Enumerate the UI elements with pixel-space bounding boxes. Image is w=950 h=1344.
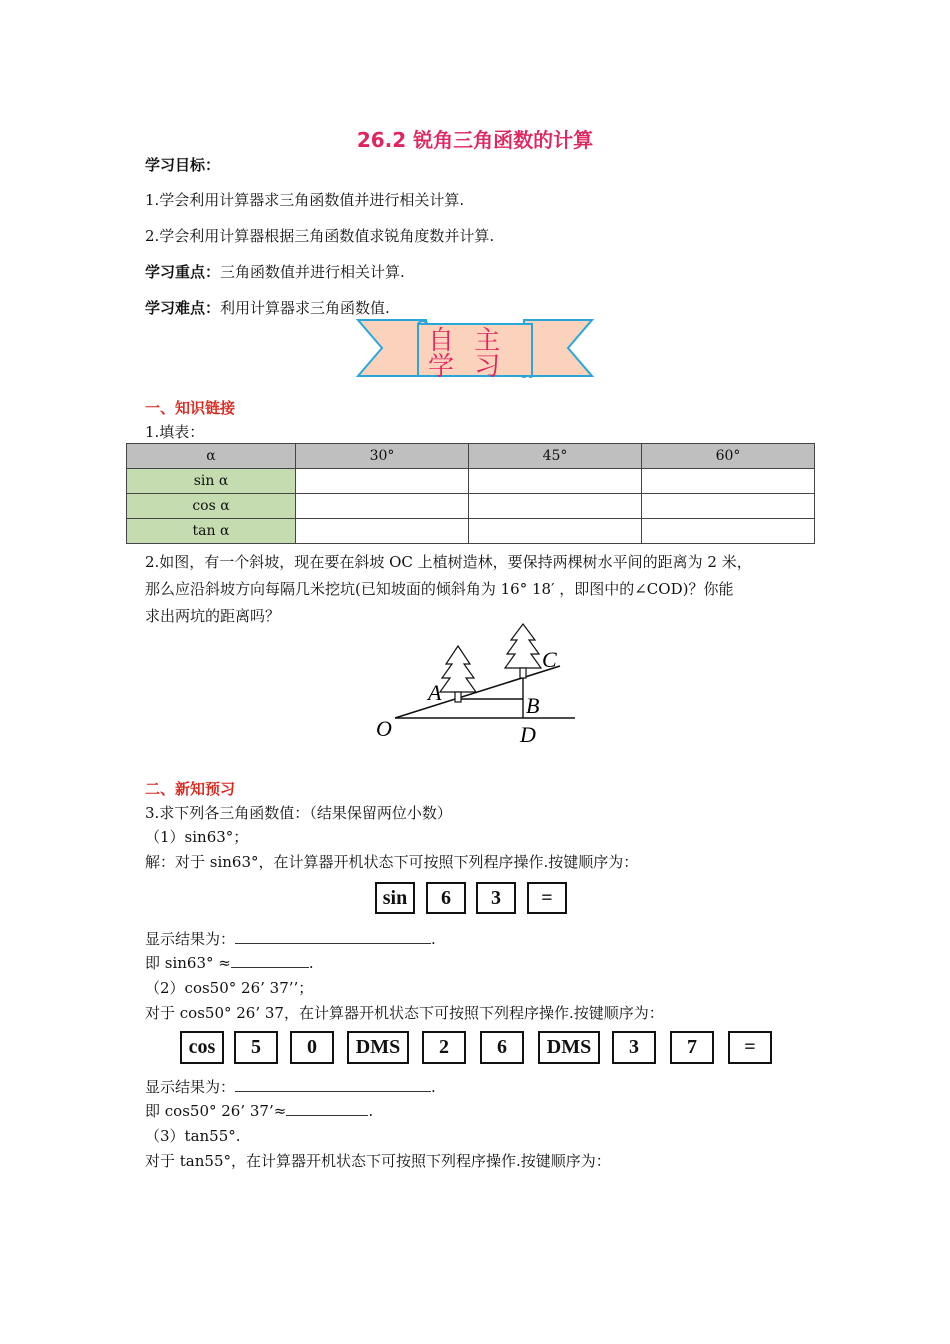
table-cell	[642, 494, 815, 519]
table-row-label: sin α	[127, 469, 296, 494]
answer-blank	[235, 1091, 431, 1092]
table-cell	[469, 469, 642, 494]
label-o: O	[376, 716, 392, 741]
question-2-line2: 那么应沿斜坡方向每隔几米挖坑(已知坡面的倾斜角为 16° 18′ ，即图中的∠COD)？你能	[145, 580, 734, 598]
label-d: D	[520, 722, 536, 747]
table-header-cell: 60°	[642, 444, 815, 469]
answer-blank	[286, 1115, 368, 1116]
table-header-cell: 30°	[296, 444, 469, 469]
question-2-line3: 求出两坑的距离吗？	[145, 607, 281, 625]
key-cos: cos	[180, 1031, 224, 1064]
key-point-text: 三角函数值并进行相关计算.	[220, 263, 405, 281]
table-row-label: cos α	[127, 494, 296, 519]
label-c: C	[542, 647, 557, 672]
approx-line-2: 即 cos50° 26’ 37’≈ .	[145, 1102, 374, 1120]
question-2-line1: 2.如图，有一个斜坡，现在要在斜坡 OC 上植树造林，要保持两棵树水平间的距离为 2 米，	[145, 553, 752, 571]
objective-2: 2.学会利用计算器根据三角函数值求锐角度数并计算.	[145, 227, 495, 245]
section2-heading: 二、新知预习	[145, 780, 236, 798]
key-6: 6	[480, 1031, 524, 1064]
difficult-point-label: 学习难点：	[145, 299, 221, 317]
key-dms: DMS	[538, 1031, 600, 1064]
key-point-label: 学习重点：	[145, 263, 221, 281]
part-2: （2）cos50° 26’ 37’’；	[145, 979, 314, 997]
table-cell	[296, 469, 469, 494]
approx-line-1: 即 sin63° ≈ .	[145, 954, 314, 972]
page-title: 26.2 锐角三角函数的计算	[356, 128, 594, 152]
table-cell	[469, 519, 642, 544]
label-a: A	[428, 680, 442, 705]
table-cell	[642, 469, 815, 494]
key-equals: =	[527, 882, 567, 914]
result-label: 显示结果为：	[145, 1078, 236, 1096]
table-cell	[642, 519, 815, 544]
table-header-cell: α	[127, 444, 296, 469]
part-1: （1）sin63°；	[145, 828, 249, 846]
part-3: （3）tan55°.	[145, 1127, 241, 1145]
key-6: 6	[426, 882, 466, 914]
table-cell	[469, 494, 642, 519]
section1-heading: 一、知识链接	[145, 399, 236, 417]
result-line-2: 显示结果为： .	[145, 1078, 436, 1096]
difficult-point-text: 利用计算器求三角函数值.	[220, 299, 390, 317]
key-sin: sin	[375, 882, 415, 914]
key-dms: DMS	[347, 1031, 409, 1064]
trig-table	[126, 443, 815, 544]
table-row	[127, 469, 815, 494]
answer-blank	[231, 967, 309, 968]
key-5: 5	[234, 1031, 278, 1064]
key-equals: =	[728, 1031, 772, 1064]
part-2-solution: 对于 cos50° 26’ 37，在计算器开机状态下可按照下列程序操作.按键顺序为：	[145, 1004, 664, 1022]
result-label: 显示结果为：	[145, 930, 236, 948]
table-row	[127, 494, 815, 519]
table-cell	[296, 519, 469, 544]
banner-text: 自 主 学 习	[428, 326, 507, 382]
objective-1: 1.学会利用计算器求三角函数值并进行相关计算.	[145, 191, 465, 209]
key-0: 0	[290, 1031, 334, 1064]
table-cell	[296, 494, 469, 519]
part-3-solution: 对于 tan55°，在计算器开机状态下可按照下列程序操作.按键顺序为：	[145, 1152, 611, 1170]
part-1-solution: 解：对于 sin63°，在计算器开机状态下可按照下列程序操作.按键顺序为：	[145, 853, 639, 871]
key-3: 3	[476, 882, 516, 914]
tree-icon	[505, 624, 541, 678]
key-point	[145, 261, 405, 282]
label-b: B	[526, 693, 540, 718]
key-2: 2	[422, 1031, 466, 1064]
slope-figure	[370, 620, 585, 750]
table-header-cell: 45°	[469, 444, 642, 469]
table-row-label: tan α	[127, 519, 296, 544]
key-3: 3	[612, 1031, 656, 1064]
key-7: 7	[670, 1031, 714, 1064]
table-header-row	[127, 444, 815, 469]
objectives-label: 学习目标：	[145, 156, 221, 174]
result-line-1: 显示结果为： .	[145, 930, 436, 948]
table-row	[127, 519, 815, 544]
answer-blank	[235, 943, 431, 944]
question-1: 1.填表：	[145, 423, 205, 441]
question-3: 3.求下列各三角函数值：（结果保留两位小数）	[145, 804, 452, 822]
approx-label: 即 sin63° ≈	[145, 954, 231, 972]
difficult-point	[145, 297, 390, 318]
approx-label: 即 cos50° 26’ 37’≈	[145, 1102, 287, 1120]
